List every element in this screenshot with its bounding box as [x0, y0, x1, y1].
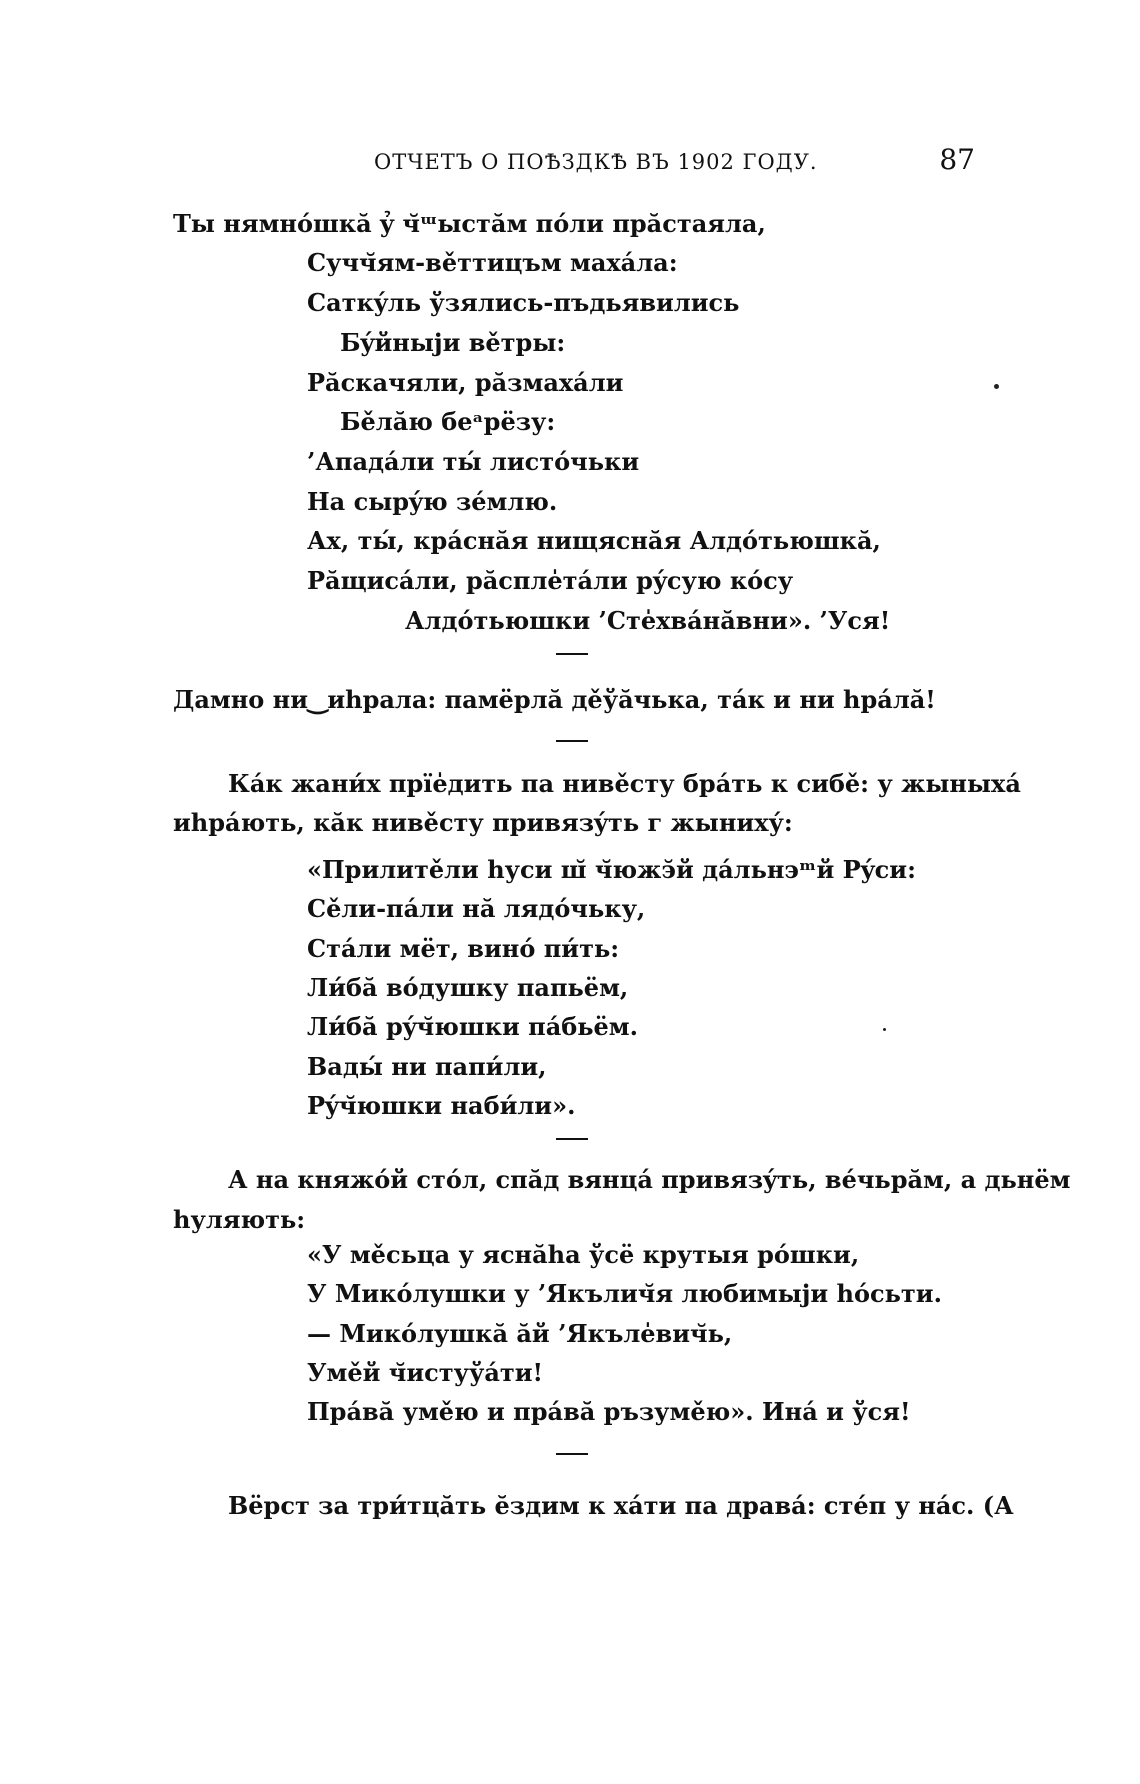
section-separator-1 — [556, 653, 588, 655]
final-line: Вёрст за три́тцăть ӗздим к хáти па дравá: стéп у нáс. (А — [228, 1491, 1014, 1520]
song3-line-4: Умěй ч̆истуўáти! — [307, 1358, 544, 1387]
section-separator-2 — [556, 740, 588, 742]
song2-line-5: Ли́бă рýч̆юшки пáбьём. — [307, 1012, 639, 1041]
song1-line-7: ’Ападáли ты́ листóчьки — [307, 447, 640, 476]
paragraph2-line-2: иһрáють, кăк нивěсту привязýть г жыниху́: — [173, 808, 793, 837]
song2-line-1: «Прилитěли һуси ш̆ ч̆южэ̆й дáльнэᵐй Рýси: — [307, 855, 916, 884]
song3-line-5: Прáвă умěю и прáвă ръзумěю». Инá и ўся! — [307, 1397, 911, 1426]
song1-line-9: Ах, ты́, крáснăя нищяснăя Алдóтьюшкă, — [307, 526, 881, 555]
paragraph3-line-1: А на княжóй стóл, спăд вянцá привязýть, вéчьрăм, а дьнём — [228, 1165, 1071, 1194]
song2-line-6: Вады́ ни папи́ли, — [307, 1052, 547, 1081]
section-separator-3 — [556, 1138, 588, 1140]
song3-line-3: — Микóлушкă ăй ’Якъле̍вич̆ь, — [307, 1319, 733, 1348]
song3-line-2: У Микóлушки у ’Якълич̆я любимыји һóсьти. — [307, 1279, 942, 1308]
song1-line-8: На сырýю зéмлю. — [307, 487, 558, 516]
song2-line-2: Сěли-пáли нă лядóчьку, — [307, 894, 646, 923]
scan-speck — [883, 1028, 886, 1031]
section-separator-4 — [556, 1453, 588, 1455]
song2-line-7: Рýч̆юшки наби́ли». — [307, 1091, 576, 1120]
paragraph3-line-2: һуляють: — [173, 1205, 306, 1234]
remark-line: Дамно ни‿иһрала: памёрлă дěўăчька, тáк и ни һрáлă! — [173, 685, 936, 714]
song1-line-11: Алдóтьюшки ’Сте̍хвáнăвни». ’Уся! — [405, 606, 891, 635]
song1-line-3: Саткýль ўзялись-пъдьявились — [307, 288, 740, 317]
song1-line-4: Бýйныји вěтры: — [340, 328, 566, 357]
song1-line-6: Бěлăю беᵃрёзу: — [340, 407, 556, 436]
song1-line-5: Рăскачяли, рăзмахáли — [307, 368, 624, 397]
song2-line-3: Стáли мёт, винó пи́ть: — [307, 934, 620, 963]
song1-line-10: Рăщисáли, рăспле̍тáли рýсую кóсу — [307, 566, 794, 595]
song1-line-1: Ты нямнóшкă ỷ ч̆ᵚыстăм пóли прăстаяла, — [173, 209, 766, 238]
song2-line-4: Ли́бă вóдушку папьём, — [307, 973, 629, 1002]
page-number: 87 — [939, 143, 975, 176]
song3-line-1: «У мěсьца у яснăһа ўсё крутыя рóшки, — [307, 1240, 860, 1269]
scan-speck — [994, 384, 999, 389]
running-title: ОТЧЕТЪ О ПОѢЗДКѢ ВЪ 1902 ГОДУ. — [374, 150, 818, 174]
paragraph2-line-1: Кáк жани́х прїе̍дить па нивěсту брáть к сибě: у жыныхá — [228, 769, 1021, 798]
song1-line-2: Сучч̆ям-вěттицъм махáла: — [307, 248, 678, 277]
